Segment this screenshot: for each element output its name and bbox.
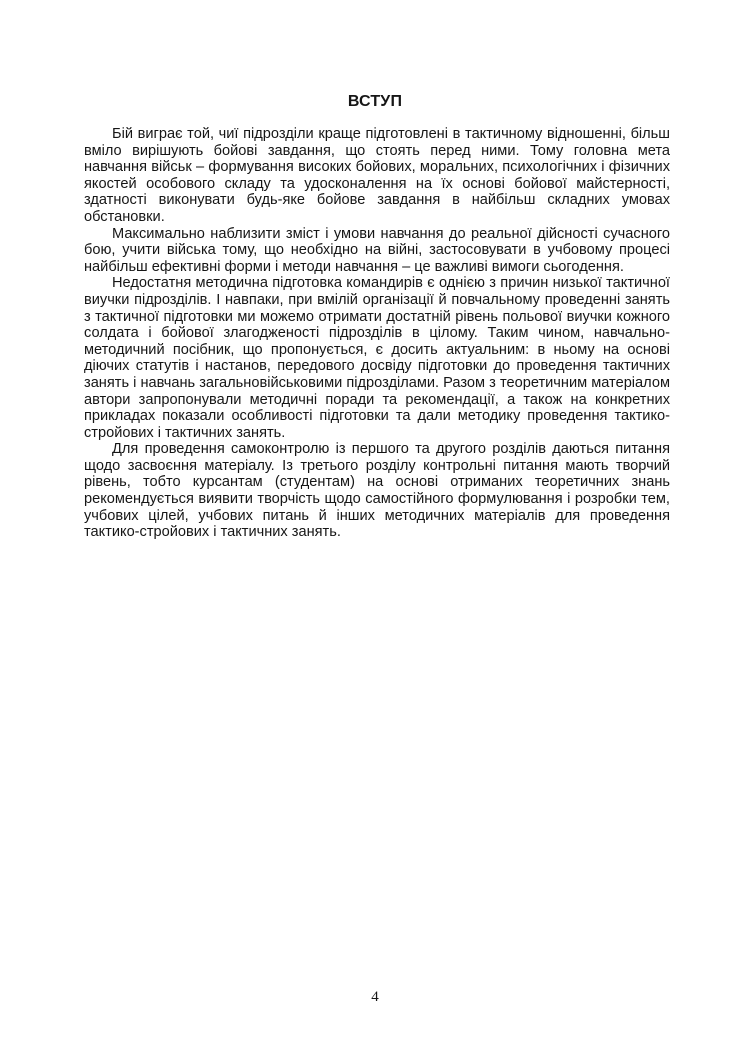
- section-title: ВСТУП: [347, 93, 403, 110]
- paragraph: Недостатня методична підготовка командирів є однією з причин низької тактичної виучки підрозділів. І навпаки, при вмілій організації й повчальному проведенні занять з тактичної підготовки ми можемо отримати достатній рівень польової виучки кожного солдата і бойової злагодженості підрозділів в цілому. Таким чином, навчально-методичний посібник, що пропонується, є досить актуальним: в ньому на основі діючих статутів і настанов, передового досвіду підготовки до проведення тактичних занять і навчань загальновійськовими підрозділами. Разом з теоретичним матеріалом автори запропонували методичні поради та рекомендації, а також на конкретних прикладах показали особливості підготовки та дали методику проведення тактико-стройових і тактичних занять.: [84, 275, 670, 441]
- paragraph: Максимально наблизити зміст і умови навчання до реальної дійсності сучасного бою, учити війська тому, що необхідно на війні, застосовувати в учбовому процесі найбільш ефективні форми і методи навчання – це важливі вимоги сьогодення.: [84, 225, 670, 275]
- paragraph: Бій виграє той, чиї підрозділи краще підготовлені в тактичному відношенні, більш вміло вирішують бойові завдання, що стоять перед ними. Тому головна мета навчання військ – формування високих бойових, моральних, психологічних і фізичних якостей особового складу та удосконалення на їх основі бойової майстерності, здатності виконувати будь-яке бойове завдання в найбільш складних умовах обстановки.: [84, 126, 670, 225]
- body-text: [84, 126, 670, 541]
- page-number: 4: [371, 989, 379, 1005]
- paragraph: Для проведення самоконтролю із першого та другого розділів даються питання щодо засвоєння матеріалу. Із третього розділу контрольні питання мають творчий рівень, тобто курсантам (студентам) на основі отриманих теоретичних знань рекомендується виявити творчість щодо самостійного формулювання і розробки тем, учбових цілей, учбових питань й інших методичних матеріалів для проведення тактико-стройових і тактичних занять.: [84, 441, 670, 541]
